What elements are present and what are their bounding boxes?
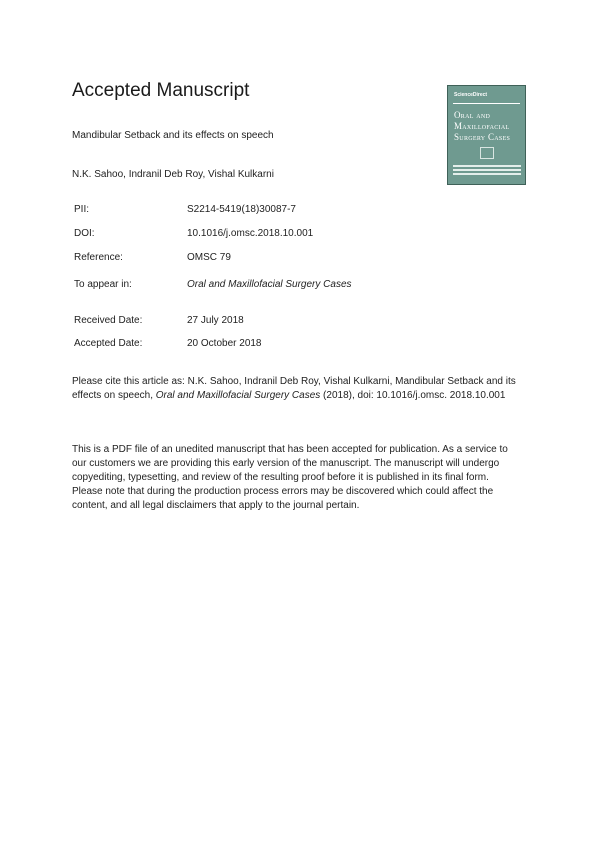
pii-label: PII: bbox=[74, 204, 90, 215]
accepted-label: Accepted Date: bbox=[74, 338, 143, 349]
doi-label: DOI: bbox=[74, 228, 95, 239]
publisher-emblem-icon bbox=[480, 147, 494, 159]
pii-value: S2214-5419(18)30087-7 bbox=[187, 204, 296, 215]
cover-journal-title bbox=[454, 110, 521, 143]
appear-label: To appear in: bbox=[74, 279, 132, 290]
received-label: Received Date: bbox=[74, 315, 143, 326]
journal-cover-image bbox=[447, 85, 526, 185]
article-title: Mandibular Setback and its effects on speech bbox=[72, 130, 274, 141]
received-value: 27 July 2018 bbox=[187, 315, 244, 326]
cover-brand: ScienceDirect bbox=[454, 92, 488, 98]
citation-prefix: Please cite this article as: N.K. Sahoo, Indranil Deb Roy, Vishal Kulkarni, Mandibular Setback and its effects on speech, bbox=[72, 376, 516, 401]
accepted-value: 20 October 2018 bbox=[187, 338, 262, 349]
citation-suffix: (2018), doi: 10.1016/j.omsc. 2018.10.001 bbox=[320, 390, 506, 401]
cover-divider bbox=[453, 103, 520, 104]
citation-paragraph bbox=[72, 375, 522, 403]
cover-journal-line: Maxillofacial bbox=[454, 121, 510, 131]
article-authors: N.K. Sahoo, Indranil Deb Roy, Vishal Kulkarni bbox=[72, 169, 274, 180]
cover-journal-line: Oral and bbox=[454, 110, 491, 120]
reference-value: OMSC 79 bbox=[187, 252, 231, 263]
cover-journal-line: Surgery Cases bbox=[454, 132, 511, 142]
citation-journal: Oral and Maxillofacial Surgery Cases bbox=[155, 390, 321, 401]
reference-label: Reference: bbox=[74, 252, 123, 263]
page-title: Accepted Manuscript bbox=[72, 80, 250, 101]
appear-value: Oral and Maxillofacial Surgery Cases bbox=[187, 279, 352, 290]
doi-value: 10.1016/j.omsc.2018.10.001 bbox=[187, 228, 314, 239]
cover-footer-text bbox=[453, 165, 521, 179]
disclaimer-paragraph: This is a PDF file of an unedited manuscript that has been accepted for publication. As a service to our customers we are providing this early version of the manuscript. The manuscript will undergo copyediting, typesetting, and review of the resulting proof before it is published in its final form. Please note that during the production process errors may be discovered which could affect the content, and all legal disclaimers that apply to the journal pertain. bbox=[72, 444, 508, 511]
